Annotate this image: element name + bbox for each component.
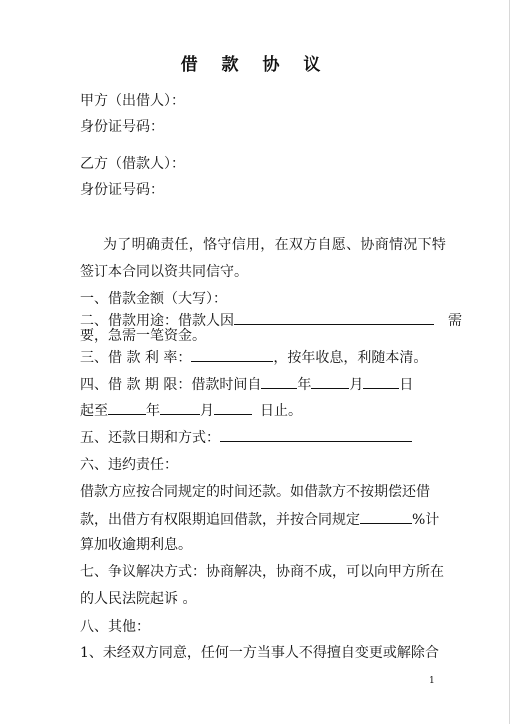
clause-5-repayment xyxy=(80,428,412,447)
clause-6-line-3: 算加收逾期利息。 xyxy=(80,537,192,553)
year-label: 年 xyxy=(297,377,312,393)
clause-4-line2-prefix: 起至 xyxy=(80,403,108,419)
intro-line-2: 签订本合同以资共同信守。 xyxy=(80,264,248,280)
clause-4-prefix: 四、借 款 期 限：借款时间自 xyxy=(80,377,262,393)
repayment-blank xyxy=(220,428,412,442)
clause-6-line-2 xyxy=(80,510,439,529)
start-day-blank xyxy=(363,375,399,389)
clause-4-term xyxy=(80,375,413,394)
start-year-blank xyxy=(261,375,297,389)
clause-2-line-2: 要，急需一笔资金。 xyxy=(80,328,206,344)
clause-7-line-1: 七、争议解决方式：协商解决，协商不成，可以向甲方所在 xyxy=(80,564,444,580)
clause-6-heading: 六、违约责任： xyxy=(80,457,178,473)
clause-6-line2-prefix: 款，出借方有权限期追回借款，并按合同规定 xyxy=(80,512,360,528)
clause-1-amount: 一、借款金额（大写）： xyxy=(80,291,227,307)
page-number: 1 xyxy=(429,676,435,686)
clause-6-line2-suffix: %计 xyxy=(412,512,440,528)
party-a-label: 甲方（出借人）： xyxy=(80,93,185,109)
clause-4-line2-suffix: 日止。 xyxy=(260,403,302,419)
rate-blank xyxy=(191,348,273,362)
clause-4-line-2 xyxy=(80,401,302,420)
clause-7-line-2: 的人民法院起诉 。 xyxy=(80,591,197,607)
end-day-blank xyxy=(214,401,252,415)
clause-2-suffix: 需 xyxy=(448,313,462,329)
day-label: 日 xyxy=(399,377,414,393)
clause-6-line-1: 借款方应按合同规定的时间还款。如借款方不按期偿还借 xyxy=(80,484,430,500)
party-a-id-label: 身份证号码： xyxy=(80,119,164,135)
clause-3-prefix: 三、借 款 利 率： xyxy=(80,350,192,366)
end-month-blank xyxy=(160,401,200,415)
clause-8-heading: 八、其他： xyxy=(80,619,150,635)
start-month-blank xyxy=(311,375,349,389)
end-year-label: 年 xyxy=(146,403,160,419)
clause-8-item-1: 1、未经双方同意，任何一方当事人不得擅自变更或解除合 xyxy=(80,645,439,661)
clause-3-rate xyxy=(80,348,427,367)
end-year-blank xyxy=(108,401,146,415)
clause-5-text: 五、还款日期和方式： xyxy=(80,430,220,446)
penalty-rate-blank xyxy=(360,510,412,524)
clause-2-prefix: 二、借款用途：借款人因 xyxy=(80,313,234,329)
document-title: 借 款 协 议 xyxy=(180,55,330,75)
clause-3-suffix: ，按年收息，利随本清。 xyxy=(273,350,428,366)
party-b-id-label: 身份证号码： xyxy=(80,182,164,198)
party-b-label: 乙方（借款人）： xyxy=(80,156,185,172)
purpose-blank xyxy=(234,311,434,325)
end-month-label: 月 xyxy=(200,403,214,419)
intro-line-1: 为了明确责任，恪守信用，在双方自愿、协商情况下特 xyxy=(103,237,447,253)
month-label: 月 xyxy=(349,377,364,393)
